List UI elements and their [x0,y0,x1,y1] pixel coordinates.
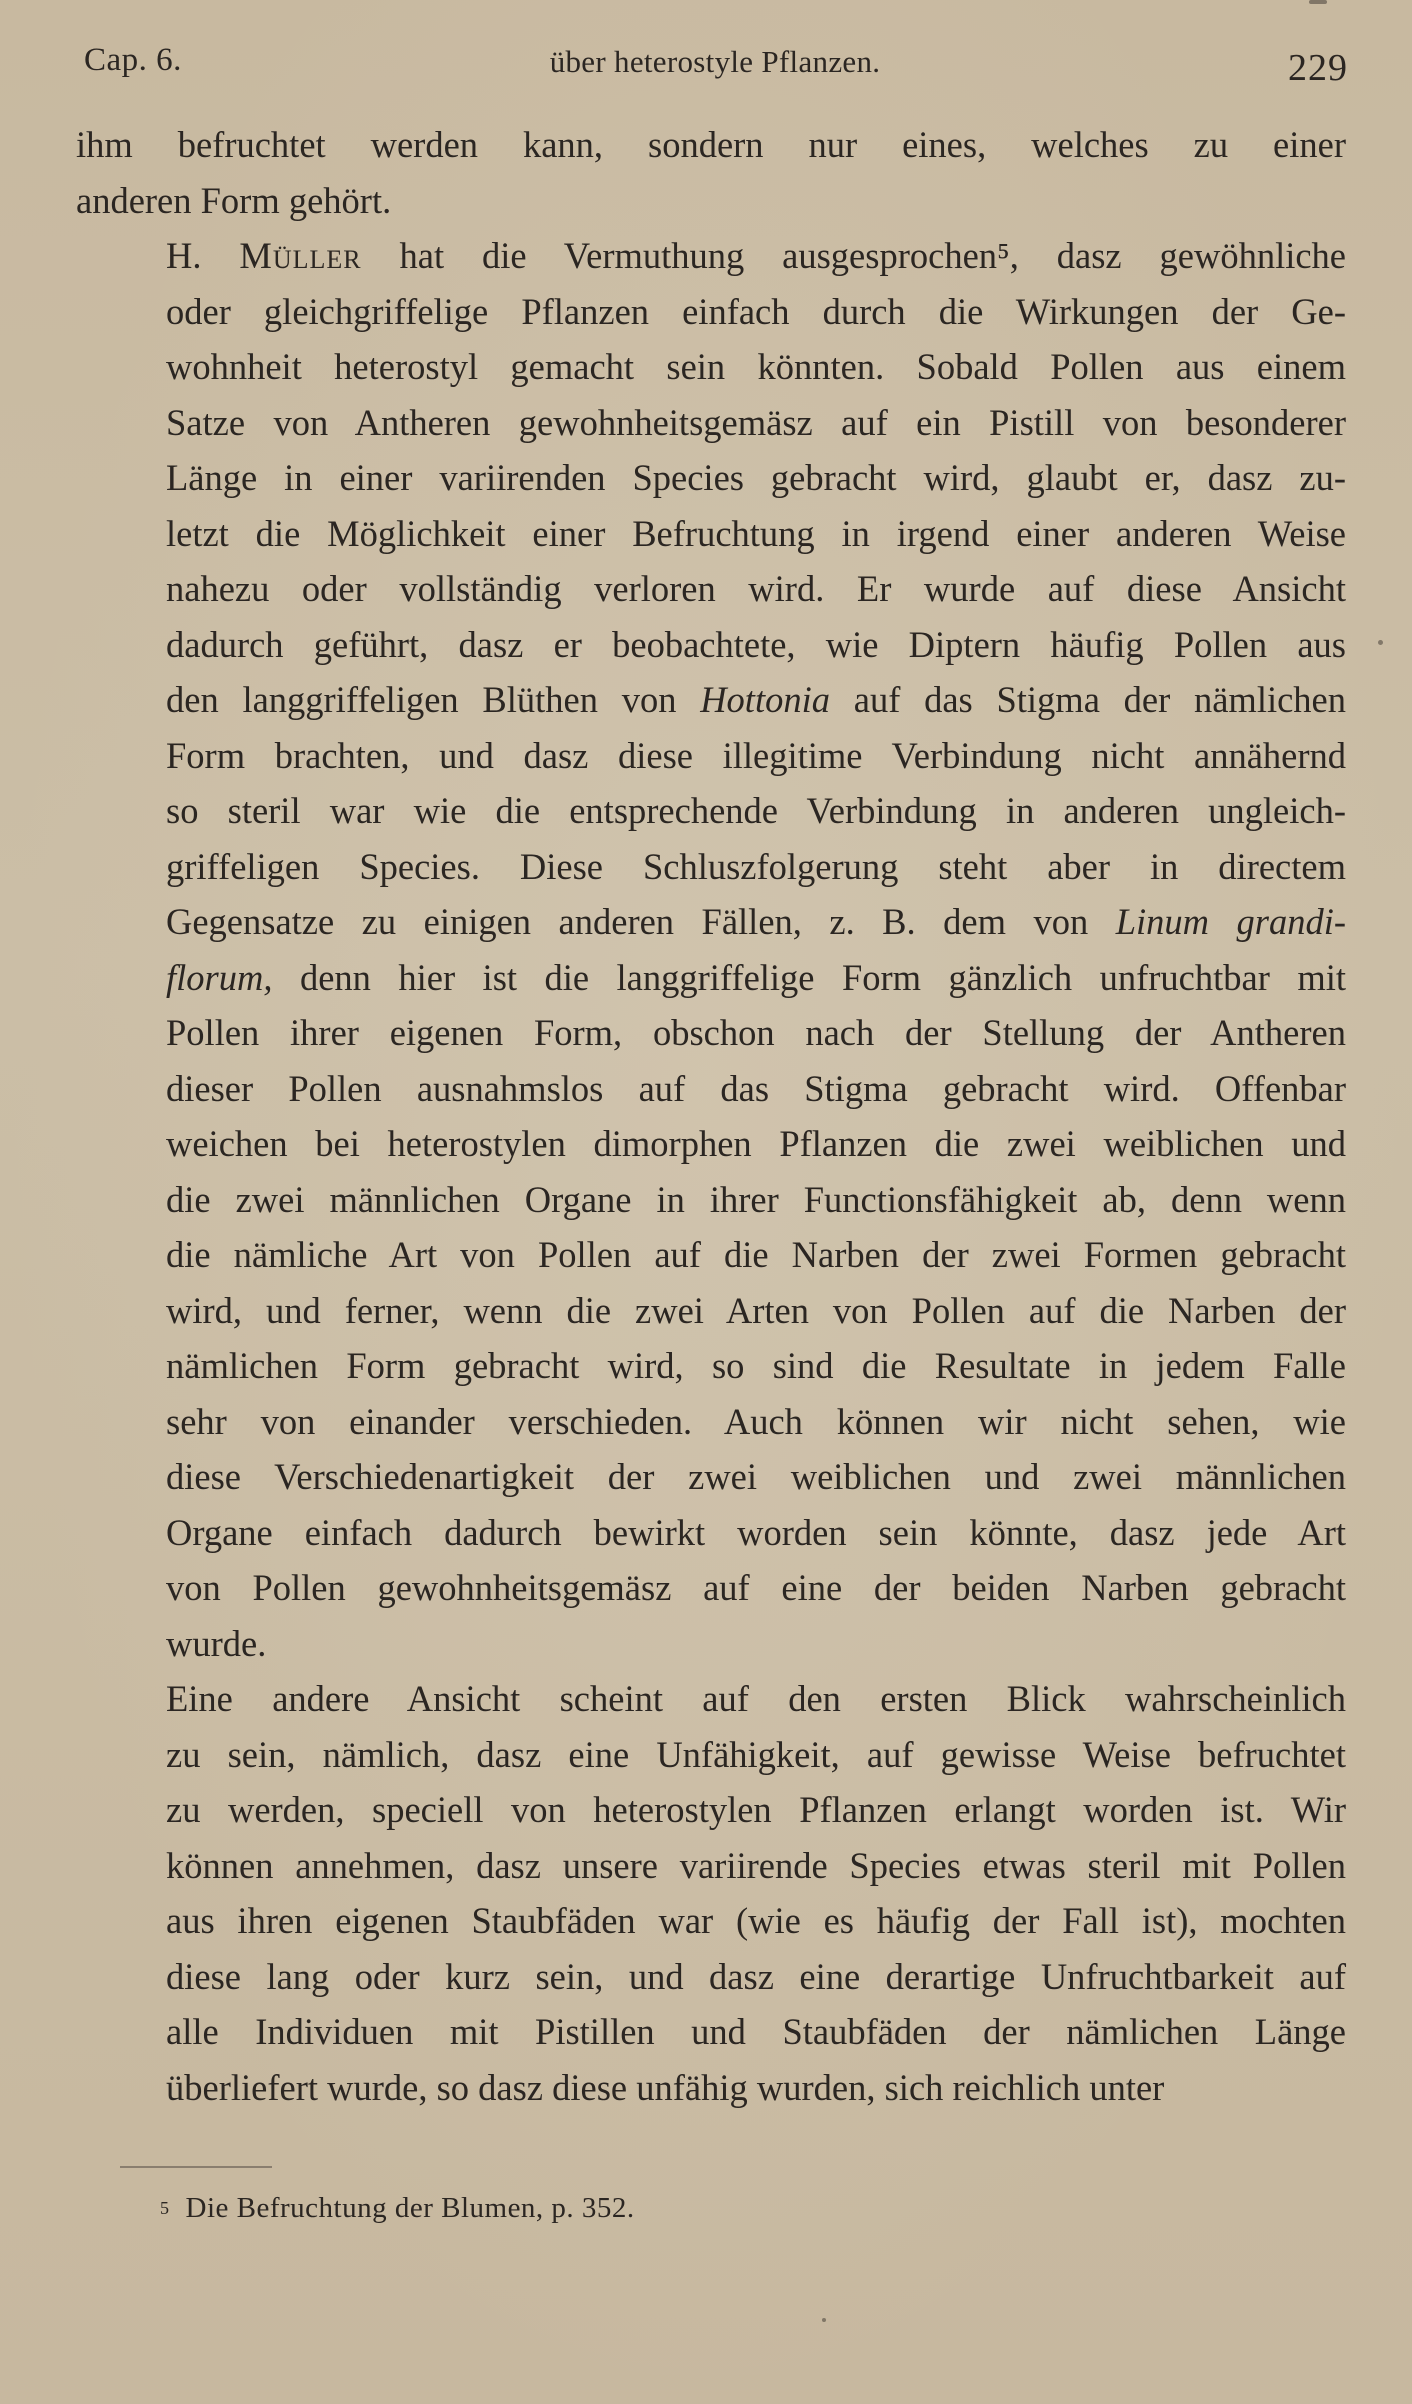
running-title: über heterostyle Pflanzen. [549,44,881,79]
footnote [160,2192,635,2225]
text-line: dieser Pollen ausnahmslos auf das Stigma gebracht wird. Offenbar [166,1067,1346,1109]
text-line: diese lang oder kurz sein, und dasz eine derartige Unfruchtbarkeit auf [166,1955,1346,1997]
text-line: zu werden, speciell von heterostylen Pflanzen erlangt worden ist. Wir [166,1789,1346,1830]
text-line: Gegensatze zu einigen anderen Fällen, z. B. dem von Linum grandi- [166,901,1346,942]
text-line: wurde. [166,1622,267,1664]
text-line: aus ihren eigenen Staubfäden war (wie es häufig der Fall ist), mochten [166,1900,1346,1941]
running-header [84,36,1348,89]
text-line: ihm befruchtet werden kann, sondern nur eines, welches zu einer [76,124,1346,165]
text-line: letzt die Möglichkeit einer Befruchtung in irgend einer anderen Weise [166,512,1346,554]
text-line: können annehmen, dasz unsere variirende Species etwas steril mit Pollen [166,1844,1346,1886]
footnote-marker: 5 [160,2198,170,2218]
text-line: alle Individuen mit Pistillen und Staubfäden der nämlichen Länge [166,2011,1346,2052]
text-line: weichen bei heterostylen dimorphen Pflanzen die zwei weiblichen und [166,1123,1346,1164]
text-line: überliefert wurde, so dasz diese unfähig wurden, sich reichlich unter [166,2066,1165,2108]
text-line: nämlichen Form gebracht wird, so sind die Resultate in jedem Falle [166,1345,1346,1386]
text-line: die zwei männlichen Organe in ihrer Functionsfähigkeit ab, denn wenn [166,1178,1346,1220]
text-line: dadurch geführt, dasz er beobachtete, wie Diptern häufig Pollen aus [166,623,1346,665]
text-line: Pollen ihrer eigenen Form, obschon nach der Stellung der Antheren [166,1012,1346,1053]
text-line: von Pollen gewohnheitsgemäsz auf eine der beiden Narben gebracht [166,1567,1346,1608]
text-line: Länge in einer variirenden Species gebracht wird, glaubt er, dasz zu- [166,457,1346,498]
text-line: oder gleichgriffelige Pflanzen einfach durch die Wirkungen der Ge- [166,290,1346,332]
text-line: anderen Form gehört. [76,179,392,221]
paper-speck [1309,0,1327,4]
text-line: die nämliche Art von Pollen auf die Narben der zwei Formen gebracht [166,1234,1346,1275]
text-line: Satze von Antheren gewohnheitsgemäsz auf ein Pistill von besonderer [166,401,1346,443]
text-line: florum, denn hier ist die langgriffelige Form gänzlich unfruchtbar mit [166,956,1346,998]
text-line: Form brachten, und dasz diese illegitime Verbindung nicht annähernd [166,734,1346,776]
paragraph [76,117,1346,228]
paragraph [76,1671,1346,2115]
text-line: nahezu oder vollständig verloren wird. Er wurde auf diese Ansicht [166,568,1346,609]
text-line: zu sein, nämlich, dasz eine Unfähigkeit, auf gewisse Weise befruchtet [166,1733,1346,1775]
footnote-text: Die Befruchtung der Blumen, p. 352. [185,2192,635,2224]
text-line: den langgriffeligen Blüthen von Hottonia auf das Stigma der nämlichen [166,679,1347,720]
text-line: so steril war wie die entsprechende Verbindung in anderen ungleich- [166,790,1346,831]
text-line: Eine andere Ansicht scheint auf den ersten Blick wahrscheinlich [166,1678,1346,1719]
paragraph [76,228,1346,1671]
text-line: wohnheit heterostyl gemacht sein könnten. Sobald Pollen aus einem [166,346,1346,387]
page-number: 229 [1288,47,1348,89]
text-line: wird, und ferner, wenn die zwei Arten von Pollen auf die Narben der [166,1289,1346,1331]
body-text [76,117,1346,2115]
text-line: H. Müller hat die Vermuthung ausgesprochen⁵, dasz gewöhnliche [166,235,1347,276]
paper-speck [822,2318,826,2322]
text-line: diese Verschiedenartigkeit der zwei weiblichen und zwei männlichen [166,1456,1346,1497]
text-line: sehr von einander verschieden. Auch können wir nicht sehen, wie [166,1400,1346,1442]
footnote-divider [120,2166,272,2168]
chapter-label: Cap. 6. [84,42,182,78]
text-line: Organe einfach dadurch bewirkt worden sein könnte, dasz jede Art [166,1511,1346,1553]
paper-speck [1378,640,1383,645]
text-line: griffeligen Species. Diese Schluszfolgerung steht aber in directem [166,845,1346,887]
